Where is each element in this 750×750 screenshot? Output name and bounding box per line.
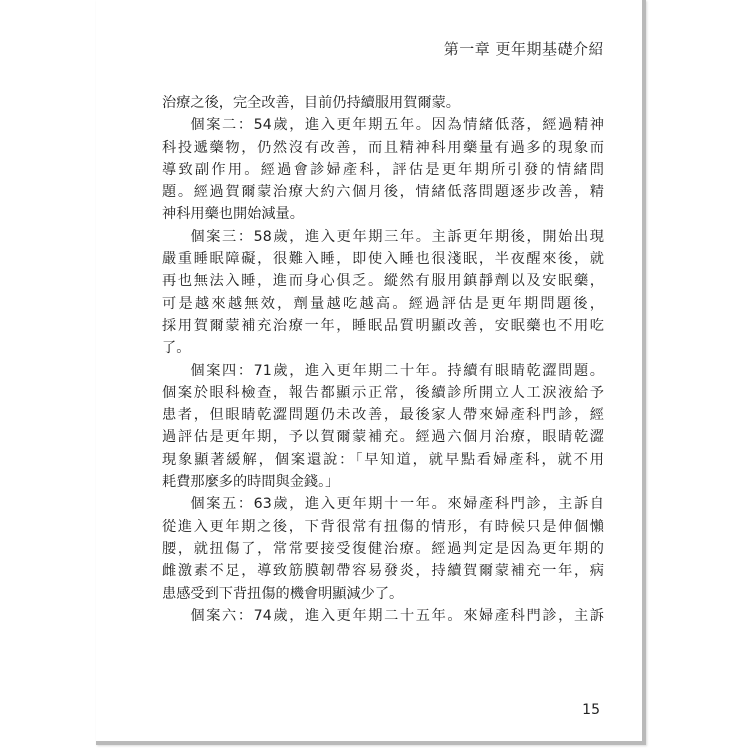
- text-line: 再也無法入睡，進而身心俱乏。縱然有服用鎮靜劑以及安眠藥，: [162, 273, 604, 290]
- text-line: 個案四：71歲，進入更年期二十年。持續有眼睛乾澀問題。: [190, 362, 604, 379]
- text-line: 個案三：58歲，進入更年期三年。主訴更年期後，開始出現: [190, 228, 604, 245]
- page-body: [162, 92, 604, 627]
- text-line: 導致副作用。經過會診婦產科，評估是更年期所引發的情緒問: [162, 161, 604, 178]
- paragraph-case-3: [162, 226, 604, 360]
- text-line: 過評估是更年期，予以賀爾蒙補充。經過六個月治療，眼睛乾澀: [162, 429, 604, 446]
- text-line: 患者，但眼睛乾澀問題仍未改善，最後家人帶來婦產科門診，經: [162, 407, 604, 424]
- paragraph-case-5: [162, 493, 604, 604]
- text-line: 腰，就扭傷了，常常要接受復健治療。經過判定是因為更年期的: [162, 540, 604, 557]
- text-line: 了。: [162, 340, 191, 357]
- text-line: 神科用藥也開始減量。: [162, 206, 304, 223]
- text-line: 題。經過賀爾蒙治療大約六個月後，情緒低落問題逐步改善，精: [162, 184, 604, 201]
- book-page: [96, 0, 646, 745]
- text-line: 可是越來越無效，劑量越吃越高。經過評估是更年期問題後，: [162, 295, 604, 312]
- text-line: 個案於眼科檢查，報告都顯示正常，後續診所開立人工淚液給予: [162, 384, 604, 401]
- text-line: 個案五：63歲，進入更年期十一年。來婦產科門診，主訴自: [190, 496, 604, 513]
- text-line: 現象顯著緩解，個案還說：「早知道，就早點看婦產科，就不用: [162, 451, 604, 468]
- text-line: 採用賀爾蒙補充治療一年，睡眠品質明顯改善，安眠藥也不用吃: [162, 317, 604, 334]
- text-line: 科投遞藥物，仍然沒有改善，而且精神科用藥量有過多的現象而: [162, 139, 604, 156]
- text-line: 嚴重睡眠障礙，很難入睡，即使入睡也很淺眠，半夜醒來後，就: [162, 251, 604, 268]
- chapter-header: 第一章 更年期基礎介紹: [443, 40, 604, 58]
- paragraph-case-2: [162, 114, 604, 225]
- text-line: 個案六：74歲，進入更年期二十五年。來婦產科門診，主訴: [190, 607, 604, 624]
- paragraph-case-4: [162, 360, 604, 494]
- text-line: 個案二：54歲，進入更年期五年。因為情緒低落，經過精神: [190, 117, 604, 134]
- text-line: 雌激素不足，導致筋膜韌帶容易發炎，持續賀爾蒙補充一年，病: [162, 563, 604, 580]
- paragraph-case-6: [162, 605, 604, 627]
- text-line: 從進入更年期之後，下背很常有扭傷的情形，有時候只是伸個懶: [162, 518, 604, 535]
- text-line: 治療之後，完全改善，目前仍持續服用賀爾蒙。: [162, 95, 460, 111]
- text-line: 耗費那麼多的時間與金錢。」: [162, 474, 340, 491]
- text-line: 患感受到下背扭傷的機會明顯減少了。: [162, 585, 404, 602]
- page-number: 15: [582, 702, 600, 718]
- paragraph-continuation: [162, 92, 604, 114]
